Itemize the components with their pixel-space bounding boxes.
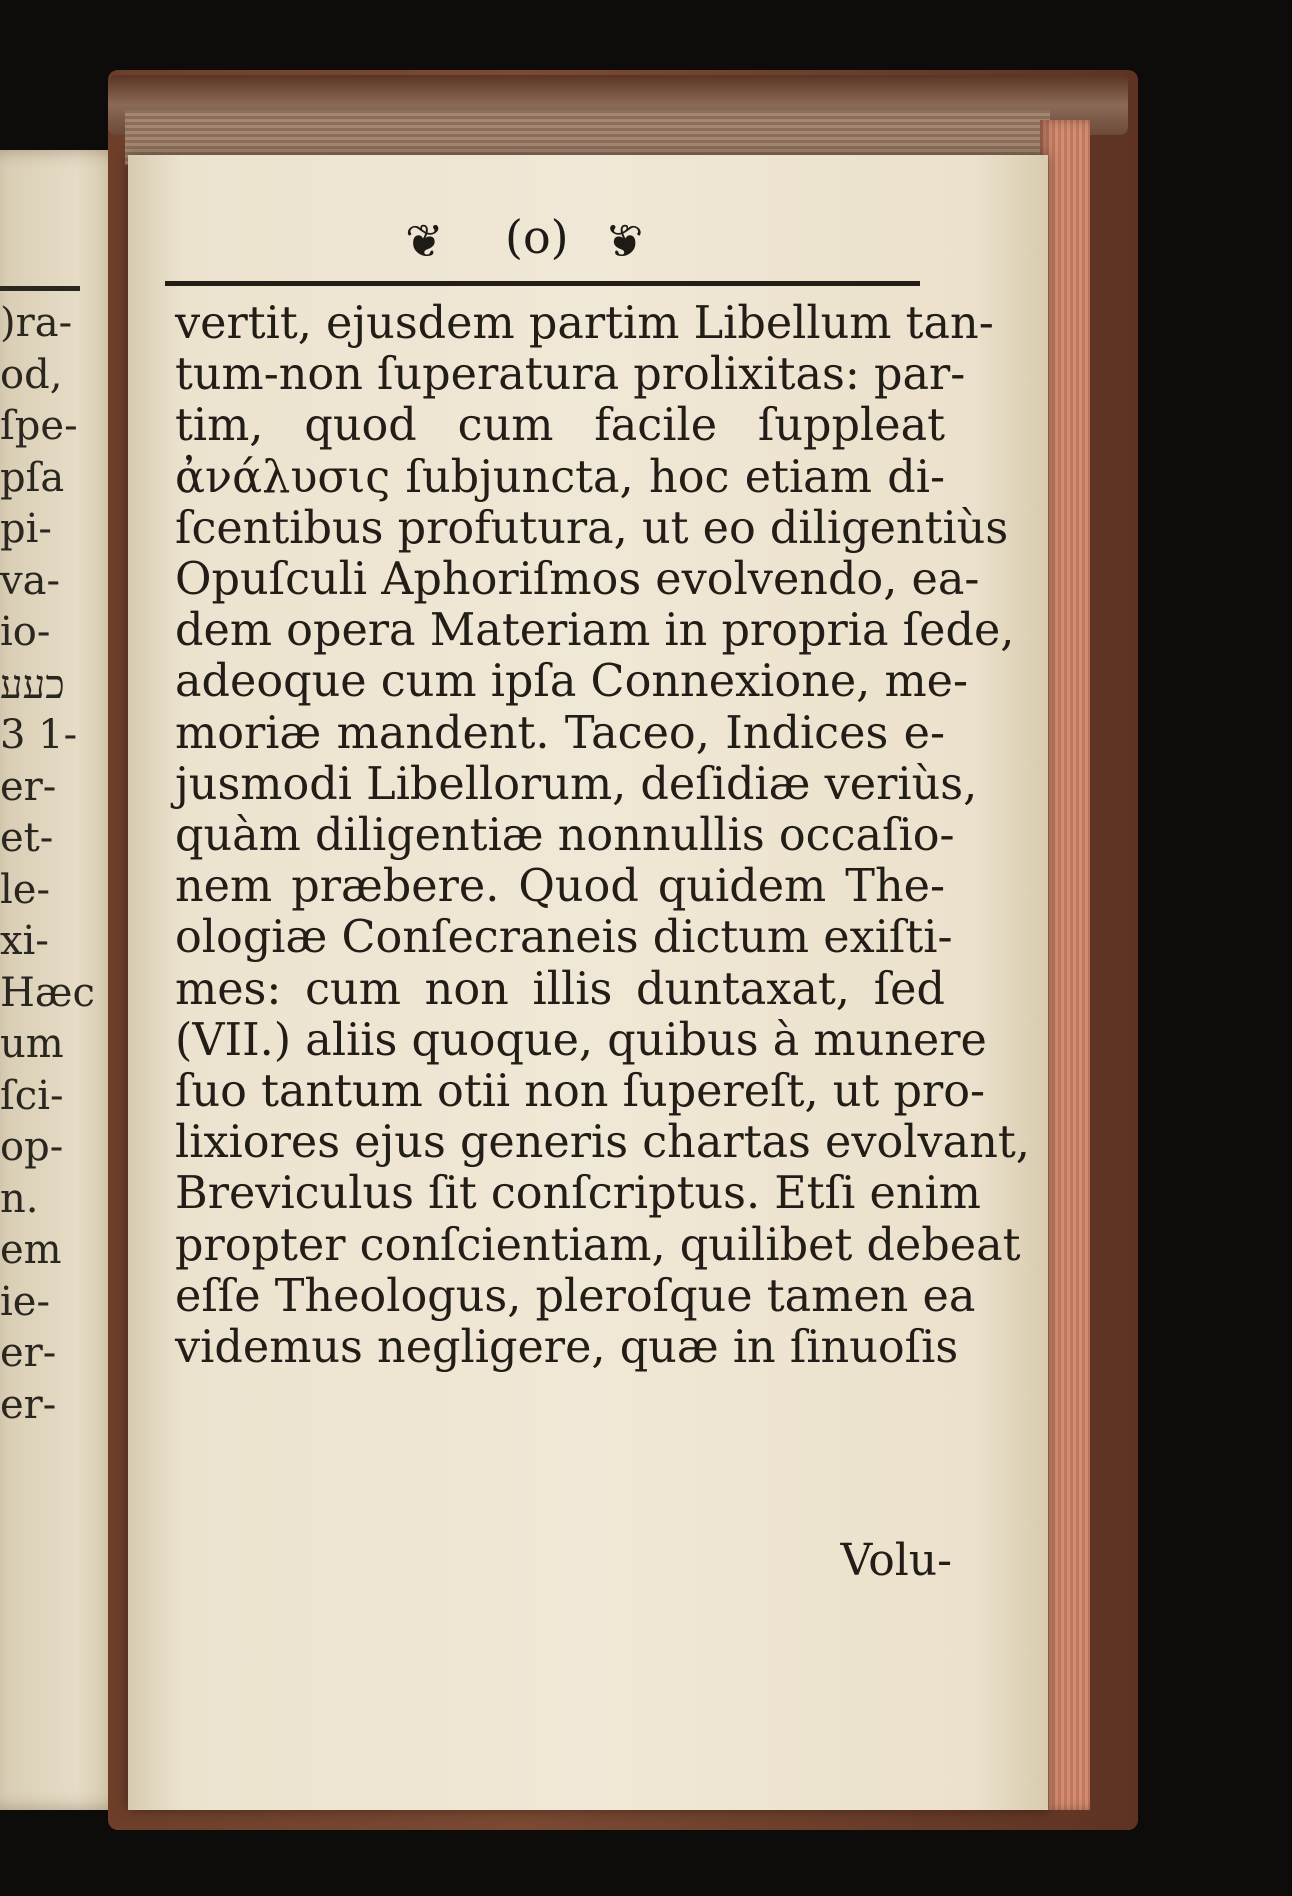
text-line: ſcentibus profutura, ut eo diligentiùs — [175, 502, 1009, 554]
right-ornament-icon: ❦ — [605, 214, 644, 268]
facing-page-line: 3 1- — [0, 712, 78, 758]
text-line: eſſe Theologus, pleroſque tamen ea — [175, 1270, 976, 1322]
text-line: adeoque cum ipſa Connexione, me- — [175, 656, 969, 708]
text-line: videmus negligere, quæ in ſinuoſis — [175, 1322, 959, 1373]
text-line: nem præbere. Quod quidem The- — [175, 861, 945, 913]
text-line: tim, quod cum facile ſuppleat — [175, 400, 945, 452]
facing-page-line: er- — [0, 1330, 57, 1376]
facing-page-line: le- — [0, 866, 50, 913]
facing-page-line: pſa — [0, 454, 65, 501]
facing-page-line: כעע — [0, 661, 65, 708]
text-line: lixiores ejus generis chartas evolvant, — [175, 1117, 1030, 1169]
facing-page-line: er- — [0, 763, 57, 810]
facing-page-line: er- — [0, 1381, 57, 1428]
text-line: vertit, ejusdem partim Libellum tan- — [175, 298, 994, 349]
text-line: Opuſculi Aphoriſmos evolvendo, ea- — [175, 554, 980, 605]
facing-page-line: ie- — [0, 1278, 50, 1325]
text-line: propter conſcientiam, quilibet debeat — [175, 1219, 1021, 1271]
facing-page-line: op- — [0, 1124, 64, 1170]
text-line: ſuo tantum otii non ſupereſt, ut pro- — [175, 1066, 986, 1117]
facing-page-line: ſpe- — [0, 403, 78, 449]
text-line: dem opera Materiam in propria ſede, — [175, 605, 1015, 657]
text-line: mes: cum non illis duntaxat, ſed — [175, 963, 945, 1015]
facing-page-rule — [0, 286, 80, 291]
facing-page-line: va- — [0, 557, 60, 604]
text-line: tum-non ſuperatura prolixitas: par- — [175, 349, 966, 401]
facing-page-line: io- — [0, 609, 51, 655]
facing-page-line: od, — [0, 351, 63, 398]
text-line: ἀνάλυσις ſubjuncta, hoc etiam di- — [175, 451, 945, 503]
text-line: jusmodi Libellorum, deſidiæ veriùs, — [175, 758, 978, 810]
text-line: Breviculus ſit conſcriptus. Etſi enim — [175, 1168, 981, 1220]
facing-page-line: ſci- — [0, 1072, 64, 1119]
facing-page-line: pi- — [0, 506, 52, 552]
header-rule — [165, 281, 920, 286]
catchword: Volu- — [840, 1535, 952, 1586]
facing-page-line: )ra- — [0, 300, 73, 346]
page-number: (o) — [505, 210, 569, 264]
text-line: quàm diligentiæ nonnullis occaſio- — [175, 810, 955, 861]
facing-page-line: xi- — [0, 918, 49, 964]
facing-page-line: n. — [0, 1175, 39, 1222]
facing-page-line: um — [0, 1021, 64, 1067]
facing-page-line: Hæc — [0, 969, 95, 1016]
facing-page-line: et- — [0, 815, 54, 861]
text-line: ologiæ Conſecraneis dictum exiſti- — [175, 912, 953, 964]
text-line: moriæ mandent. Taceo, Indices e- — [175, 707, 945, 759]
left-ornament-icon: ❦ — [405, 214, 444, 268]
facing-page-line: em — [0, 1227, 62, 1273]
text-line: (VII.) aliis quoque, quibus à munere — [175, 1014, 987, 1066]
